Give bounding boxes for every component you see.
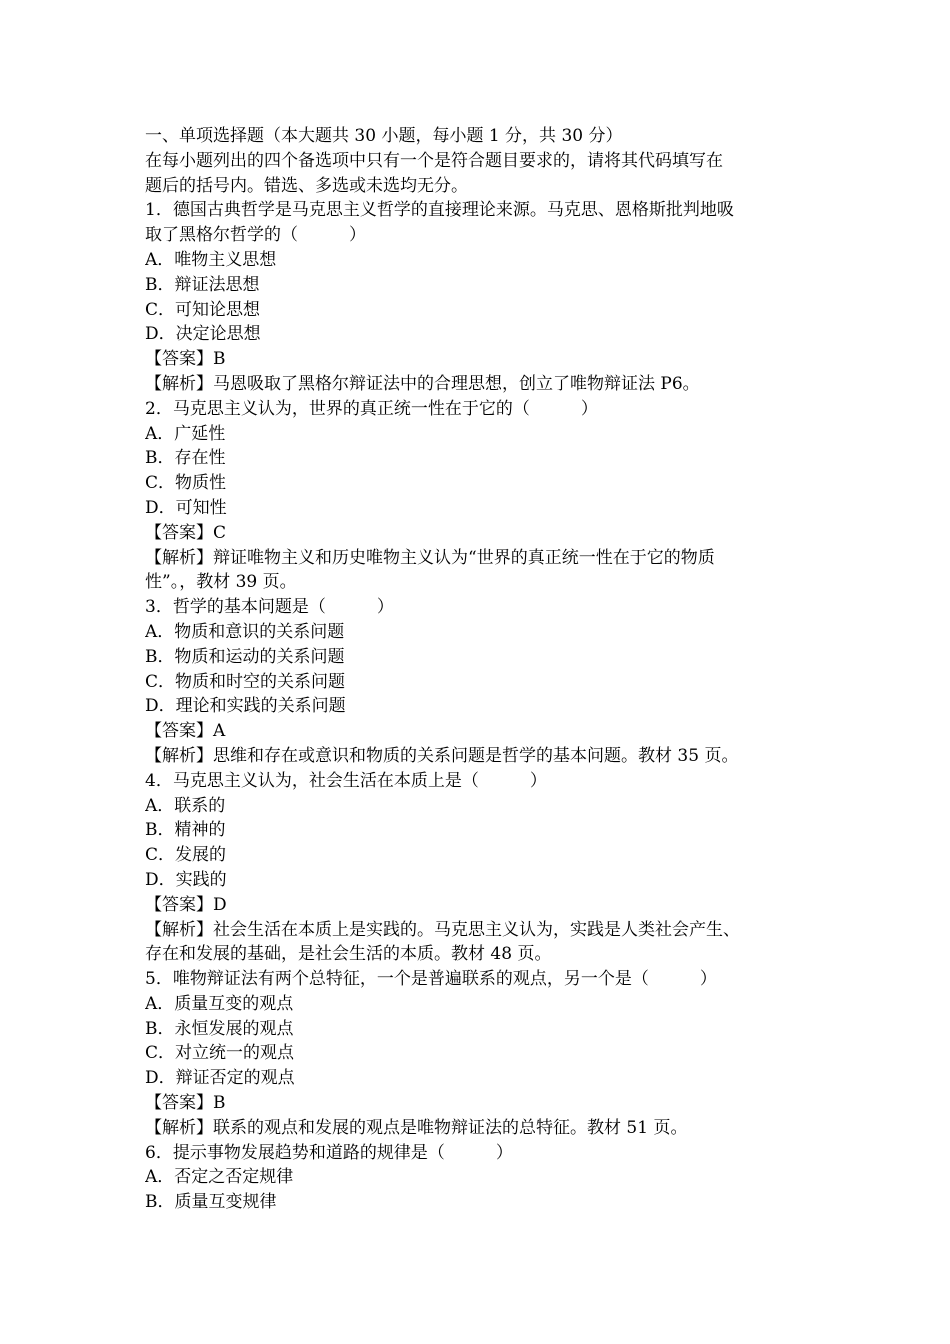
option-c: C．物质和时空的关系问题: [145, 671, 346, 692]
option-d: D．决定论思想: [145, 324, 261, 345]
option-d: D．理论和实践的关系问题: [145, 696, 346, 717]
instructions: [145, 149, 835, 199]
question-2: [145, 397, 835, 595]
option-b: B．质量互变规律: [145, 1192, 277, 1213]
instructions-line: 在每小题列出的四个备选项中只有一个是符合题目要求的，请将其代码填写在: [145, 150, 723, 171]
option-d: D．辩证否定的观点: [145, 1068, 295, 1089]
analysis: 性”。，教材 39 页。: [145, 572, 297, 593]
analysis: 存在和发展的基础，是社会生活的本质。教材 48 页。: [145, 944, 552, 965]
option-a: A．质量互变的观点: [145, 993, 294, 1014]
question-6: [145, 1141, 835, 1215]
option-d: D．实践的: [145, 869, 227, 890]
option-b: B．永恒发展的观点: [145, 1018, 294, 1039]
option-b: B．精神的: [145, 820, 226, 841]
option-c: C．对立统一的观点: [145, 1043, 295, 1064]
option-a: A．广延性: [145, 423, 226, 444]
question-1: [145, 198, 835, 396]
answer: 【答案】B: [145, 349, 226, 370]
option-a: A．联系的: [145, 795, 226, 816]
question-stem: 1．德国古典哲学是马克思主义哲学的直接理论来源。马克思、恩格斯批判地吸: [145, 200, 734, 221]
analysis: 【解析】联系的观点和发展的观点是唯物辩证法的总特征。教材 51 页。: [145, 1117, 688, 1138]
option-d: D．可知性: [145, 497, 227, 518]
option-a: A．物质和意识的关系问题: [145, 621, 345, 642]
analysis: 【解析】社会生活在本质上是实践的。马克思主义认为，实践是人类社会产生、: [145, 919, 740, 940]
section-header: 一、单项选择题（本大题共 30 小题，每小题 1 分，共 30 分）: [145, 126, 623, 146]
question-stem: 取了黑格尔哲学的（ ）: [145, 225, 366, 246]
option-a: A．否定之否定规律: [145, 1167, 294, 1188]
question-stem: 3．哲学的基本问题是（ ）: [145, 597, 394, 618]
option-b: B．辩证法思想: [145, 274, 260, 295]
question-4: [145, 769, 835, 967]
answer: 【答案】D: [145, 894, 227, 915]
document-page: [145, 124, 835, 1215]
option-b: B．存在性: [145, 448, 226, 469]
answer: 【答案】A: [145, 721, 226, 742]
question-stem: 4．马克思主义认为，社会生活在本质上是（ ）: [145, 770, 547, 791]
answer: 【答案】B: [145, 1093, 226, 1114]
option-b: B．物质和运动的关系问题: [145, 646, 345, 667]
question-stem: 6．提示事物发展趋势和道路的规律是（ ）: [145, 1142, 513, 1163]
question-stem: 2．马克思主义认为，世界的真正统一性在于它的（ ）: [145, 398, 598, 419]
option-a: A．唯物主义思想: [145, 249, 277, 270]
option-c: C．发展的: [145, 845, 227, 866]
question-5: [145, 967, 835, 1141]
analysis: 【解析】思维和存在或意识和物质的关系问题是哲学的基本问题。教材 35 页。: [145, 745, 739, 766]
question-3: [145, 595, 835, 769]
analysis: 【解析】马恩吸取了黑格尔辩证法中的合理思想，创立了唯物辩证法 P6。: [145, 373, 700, 394]
option-c: C．可知论思想: [145, 299, 261, 320]
instructions-line: 题后的括号内。错选、多选或未选均无分。: [145, 175, 468, 196]
question-stem: 5．唯物辩证法有两个总特征，一个是普遍联系的观点，另一个是（ ）: [145, 969, 717, 990]
option-c: C．物质性: [145, 473, 227, 494]
analysis: 【解析】辩证唯物主义和历史唯物主义认为“世界的真正统一性在于它的物质: [145, 547, 715, 568]
answer: 【答案】C: [145, 522, 227, 543]
